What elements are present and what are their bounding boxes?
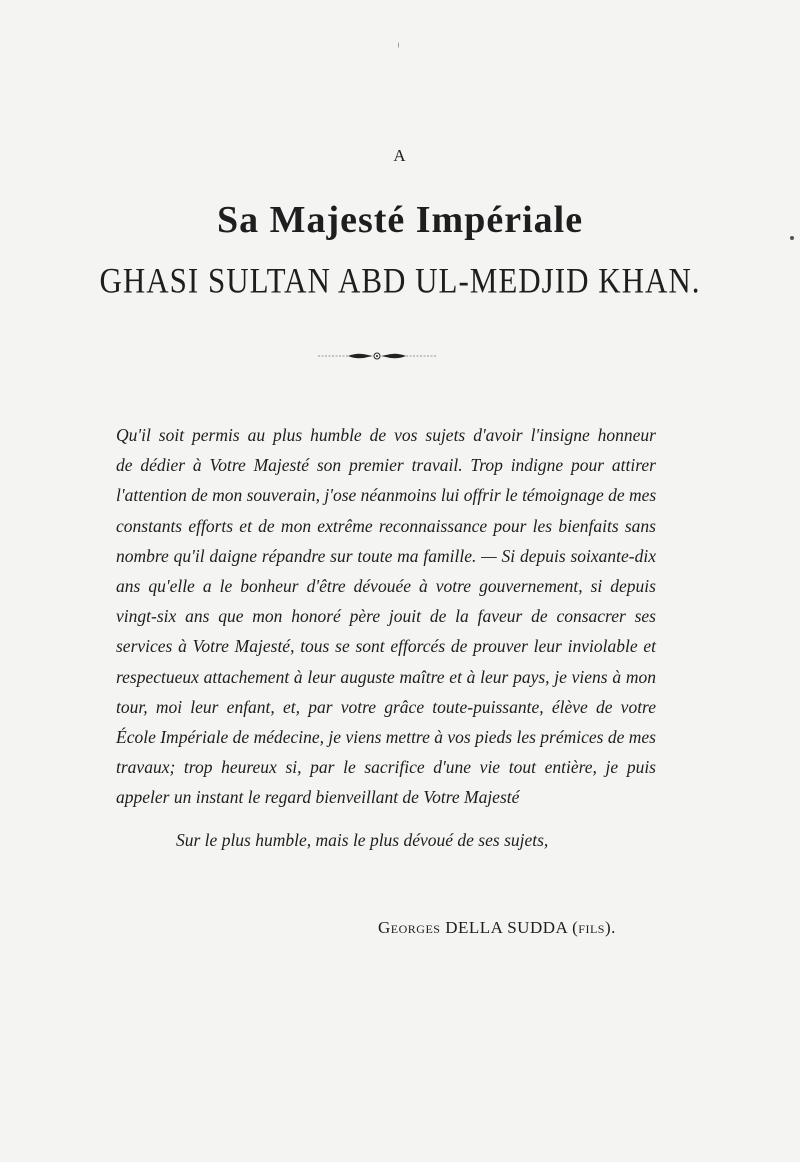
body-line: vingt-six ans que mon honoré père jouit de la faveur de consacrer ses	[116, 606, 656, 627]
ornament-divider-icon	[318, 346, 436, 366]
body-line: Qu'il soit permis au plus humble de vos sujets d'avoir l'insigne honneur	[116, 425, 656, 445]
title-majesty: Sa Majesté Impériale	[216, 199, 584, 241]
signature	[378, 918, 616, 938]
body-line: constants efforts et de mon extrême reconnaissance pour les bienfaits sans	[116, 515, 656, 536]
title-sultan-name: GHASI SULTAN ABD UL-MEDJID KHAN.	[99, 260, 701, 301]
body-line: École Impériale de médecine, je viens mettre à vos pieds les prémices de mes	[116, 727, 656, 748]
body-line: de dédier à Votre Majesté son premier travail. Trop indigne pour attirer	[116, 455, 656, 476]
signature-first-name: Georges	[378, 918, 441, 937]
body-line: appeler un instant le regard bienveillant de Votre Majesté	[116, 787, 520, 808]
signature-suffix: (fils).	[572, 918, 616, 937]
signature-last-name: DELLA SUDDA	[445, 918, 568, 937]
body-line: nombre qu'il daigne répandre sur toute ma famille. — Si depuis soixante-dix	[116, 545, 656, 566]
body-line: respectueux attachement à leur auguste maître et à leur pays, je viens à mon	[116, 666, 656, 687]
body-line: ans qu'elle a le bonheur d'être dévouée à votre gouvernement, si depuis	[116, 576, 656, 597]
closing-line: Sur le plus humble, mais le plus dévoué de ses sujets,	[176, 830, 549, 850]
dedication-a: A	[393, 146, 407, 165]
paper-speck	[398, 42, 399, 48]
body-line: tour, moi leur enfant, et, par votre grâce toute-puissante, élève de votre	[116, 696, 656, 717]
body-line: services à Votre Majesté, tous se sont efforcés de prouver leur inviolable et	[116, 636, 656, 657]
body-line: l'attention de mon souverain, j'ose néanmoins lui offrir le témoignage de mes	[116, 485, 657, 506]
dedication-body	[116, 420, 656, 813]
body-line: travaux; trop heureux si, par le sacrifice d'une vie tout entière, je puis	[116, 757, 656, 778]
paper-speck	[790, 236, 794, 240]
